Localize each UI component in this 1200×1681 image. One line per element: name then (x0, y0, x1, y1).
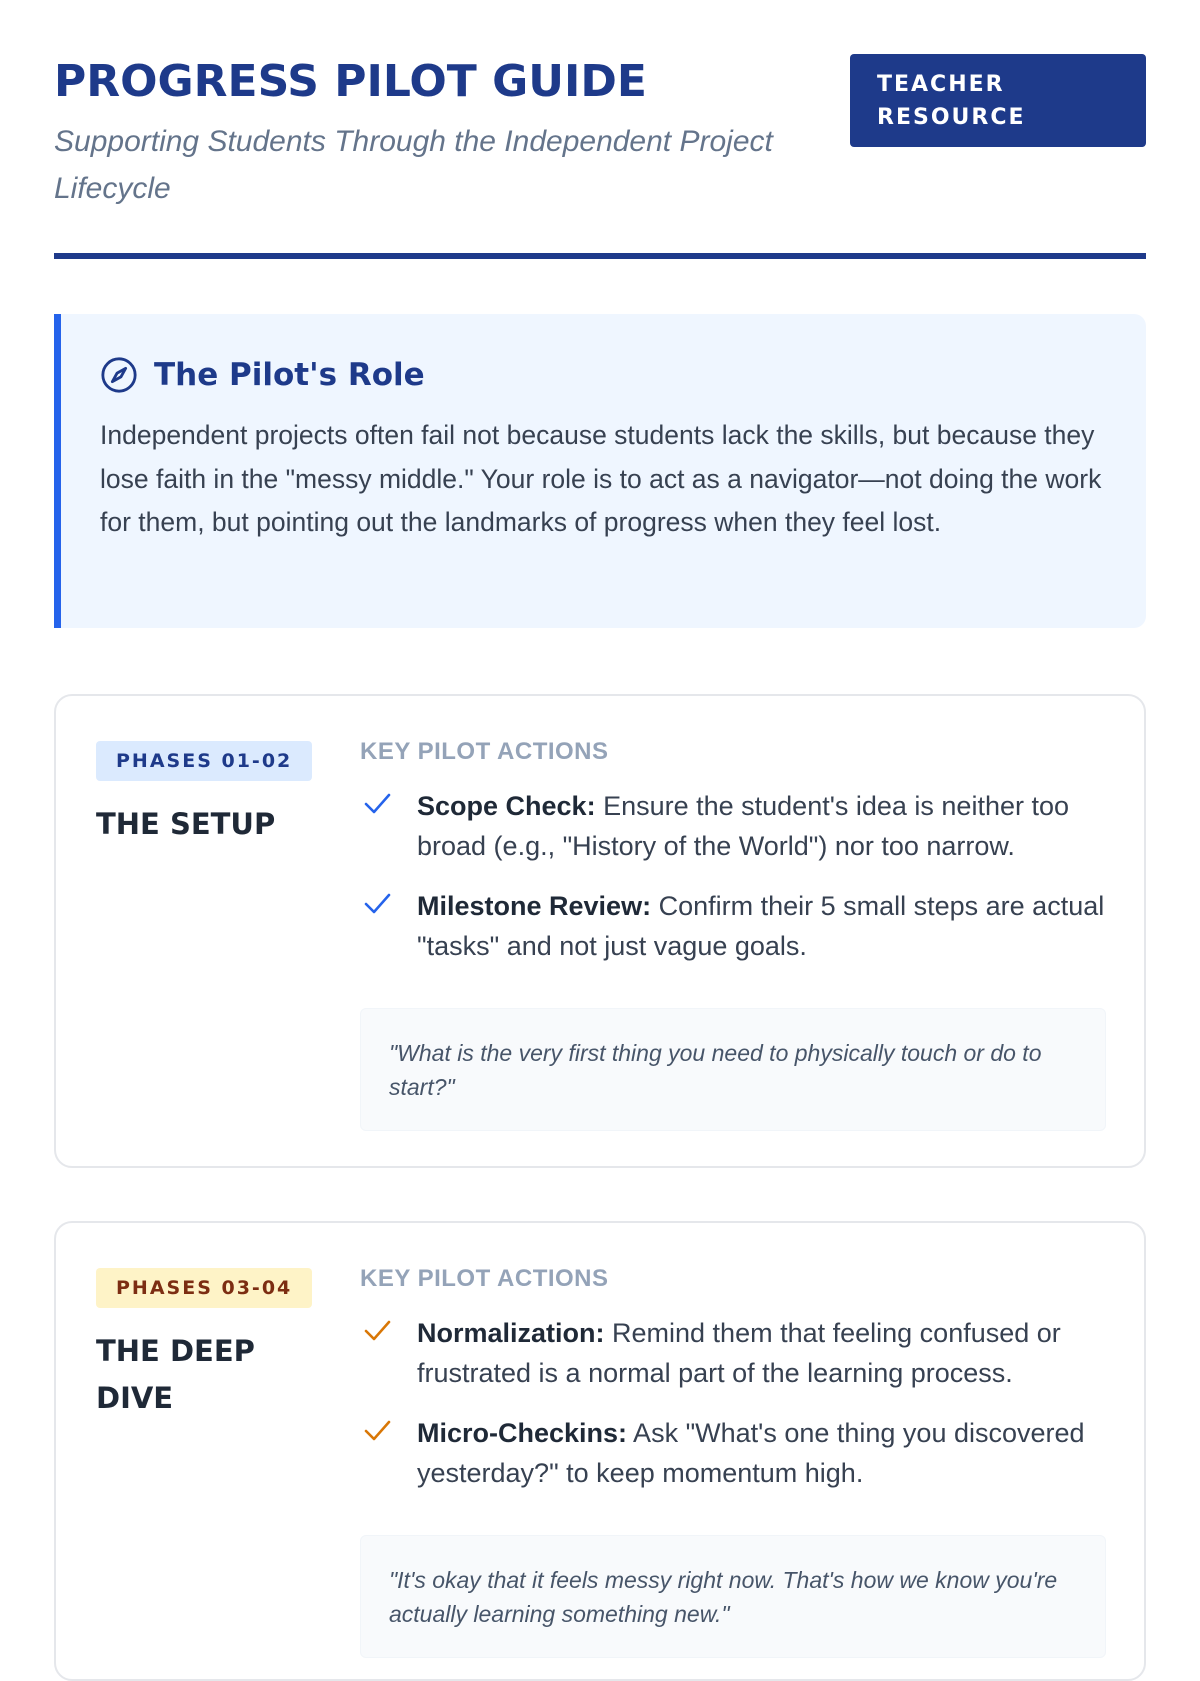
phase-name: THE SETUP (96, 807, 276, 841)
header (54, 0, 1146, 262)
action-text (417, 886, 1106, 966)
action-item (360, 886, 1106, 966)
page-title: PROGRESS PILOT GUIDE (54, 56, 647, 107)
actions-label: KEY PILOT ACTIONS (360, 738, 609, 765)
pilot-quote: "It's okay that it feels messy right now. That's how we know you're actually learning something new." (360, 1535, 1106, 1658)
pilot-role-title: The Pilot's Role (154, 357, 425, 393)
action-detail: Remind them that feeling confused or frustrated is a normal part of the learning process. (417, 1318, 1061, 1388)
page-subtitle: Supporting Students Through the Independent Project Lifecycle (54, 125, 773, 205)
check-icon (363, 790, 391, 818)
action-text (417, 1313, 1106, 1393)
check-icon (363, 890, 391, 918)
action-key: Normalization: (417, 1318, 605, 1348)
phase-actions (360, 1263, 1106, 1658)
check-icon (363, 1417, 391, 1445)
action-text (417, 786, 1106, 866)
action-detail: Ask "What's one thing you discovered yesterday?" to keep momentum high. (417, 1418, 1085, 1488)
action-key: Scope Check: (417, 791, 596, 821)
action-item (360, 1313, 1106, 1393)
action-key: Micro-Checkins: (417, 1418, 628, 1448)
action-detail: Ensure the student's idea is neither too broad (e.g., "History of the World") nor too narrow. (417, 791, 1070, 861)
action-item (360, 1413, 1106, 1493)
actions-label: KEY PILOT ACTIONS (360, 1265, 609, 1292)
action-text (417, 1413, 1106, 1493)
check-icon (363, 1317, 391, 1345)
compass-icon (100, 356, 138, 394)
action-key: Milestone Review: (417, 891, 652, 921)
action-item (360, 786, 1106, 866)
phase-badge: PHASES 03-04 (96, 1268, 312, 1308)
phase-badge: PHASES 01-02 (96, 741, 312, 781)
action-detail: Confirm their 5 small steps are actual "tasks" and not just vague goals. (417, 891, 1105, 961)
pilot-role-text: Independent projects often fail not because students lack the skills, but because they lose faith in the "messy middle." Your role is to act as a navigator—not doing the work for them, but pointing out the landmarks of progress when they feel lost. (100, 420, 1102, 537)
pilot-quote: "What is the very first thing you need to physically touch or do to start?" (360, 1008, 1106, 1131)
phase-heading (96, 1268, 316, 1422)
phase-card-deep-dive (54, 1221, 1146, 1681)
phase-heading (96, 741, 316, 848)
phase-card-setup (54, 694, 1146, 1168)
teacher-resource-badge: TEACHER RESOURCE (850, 54, 1146, 147)
pilot-role-header (100, 352, 1106, 398)
phase-actions (360, 736, 1106, 1131)
guide-page (54, 0, 1146, 1627)
header-divider (54, 253, 1146, 259)
phase-name: THE DEEP DIVE (96, 1334, 255, 1415)
pilot-role-callout (54, 314, 1146, 628)
